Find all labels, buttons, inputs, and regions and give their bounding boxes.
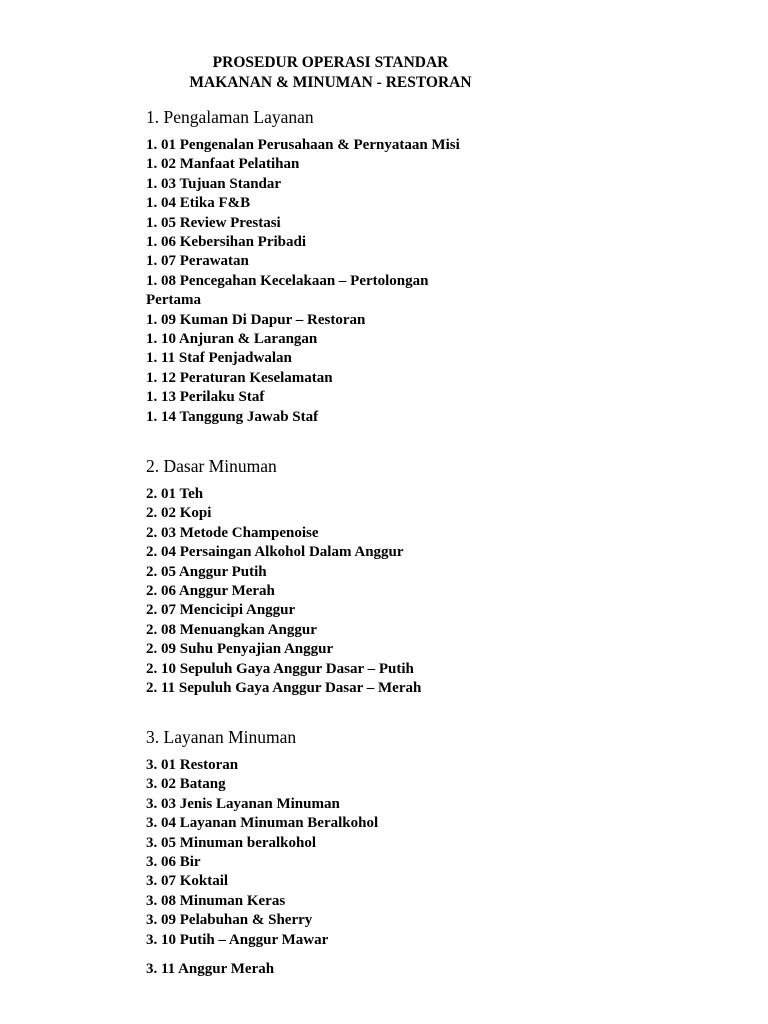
list-item: 3. 07 Koktail — [146, 873, 229, 890]
list-item: 2. 05 Anggur Putih — [146, 563, 267, 580]
list-item: 2. 02 Kopi — [146, 505, 212, 522]
list-item: 2. 04 Persaingan Alkohol Dalam Anggur — [146, 544, 404, 561]
list-item: 2. 10 Sepuluh Gaya Anggur Dasar – Putih — [146, 660, 414, 677]
section-heading: 1. Pengalaman Layanan — [146, 107, 314, 127]
section-heading: 2. Dasar Minuman — [146, 456, 277, 476]
section-pengalaman-layanan — [146, 106, 506, 427]
list-item: 1. 06 Kebersihan Pribadi — [146, 234, 307, 251]
list-item: 3. 04 Layanan Minuman Beralkohol — [146, 815, 379, 832]
list-item: 1. 03 Tujuan Standar — [146, 175, 282, 192]
list-item: 1. 14 Tanggung Jawab Staf — [146, 408, 319, 425]
list-item: 2. 06 Anggur Merah — [146, 583, 275, 600]
title-line-1: PROSEDUR OPERASI STANDAR — [212, 54, 449, 71]
document-title — [0, 53, 661, 92]
list-item: 2. 03 Metode Champenoise — [146, 524, 319, 541]
list-item: 1. 13 Perilaku Staf — [146, 389, 265, 406]
list-item: 2. 09 Suhu Penyajian Anggur — [146, 641, 334, 658]
list-item: 1. 02 Manfaat Pelatihan — [146, 156, 300, 173]
list-item: 3. 01 Restoran — [146, 757, 239, 773]
list-item: 3. 08 Minuman Keras — [146, 892, 286, 909]
list-item: 2. 11 Sepuluh Gaya Anggur Dasar – Merah — [146, 680, 422, 697]
list-item: 1. 05 Review Prestasi — [146, 214, 281, 231]
list-item: 1. 10 Anjuran & Larangan — [146, 331, 318, 348]
list-item: 1. 07 Perawatan — [146, 253, 249, 270]
section-item-list — [146, 136, 506, 427]
section-dasar-minuman — [146, 455, 506, 698]
title-line-2: MAKANAN & MINUMAN - RESTORAN — [189, 73, 472, 91]
list-item: 1. 08 Pencegahan Kecelakaan – Pertolongan Pertama — [146, 272, 429, 309]
list-item: 1. 11 Staf Penjadwalan — [146, 350, 292, 367]
list-item: 3. 05 Minuman beralkohol — [146, 834, 317, 851]
list-item: 3. 10 Putih – Anggur Mawar — [146, 931, 329, 948]
list-item: 3. 02 Batang — [146, 776, 226, 793]
section-item-list — [146, 485, 506, 698]
list-item: 1. 01 Pengenalan Perusahaan & Pernyataan Misi — [146, 137, 460, 153]
section-layanan-minuman — [146, 726, 506, 979]
list-item: 3. 11 Anggur Merah — [146, 961, 275, 978]
list-item: 2. 07 Mencicipi Anggur — [146, 602, 296, 619]
list-item: 1. 12 Peraturan Keselamatan — [146, 369, 333, 386]
section-heading: 3. Layanan Minuman — [146, 727, 297, 747]
section-item-list — [146, 756, 506, 979]
list-item: 1. 09 Kuman Di Dapur – Restoran — [146, 311, 366, 328]
list-item: 1. 04 Etika F&B — [146, 195, 251, 212]
list-item: 3. 06 Bir — [146, 854, 201, 871]
list-item: 3. 09 Pelabuhan & Sherry — [146, 912, 313, 929]
list-item: 2. 08 Menuangkan Anggur — [146, 621, 317, 638]
list-item: 3. 03 Jenis Layanan Minuman — [146, 795, 340, 812]
list-item: 2. 01 Teh — [146, 486, 204, 502]
